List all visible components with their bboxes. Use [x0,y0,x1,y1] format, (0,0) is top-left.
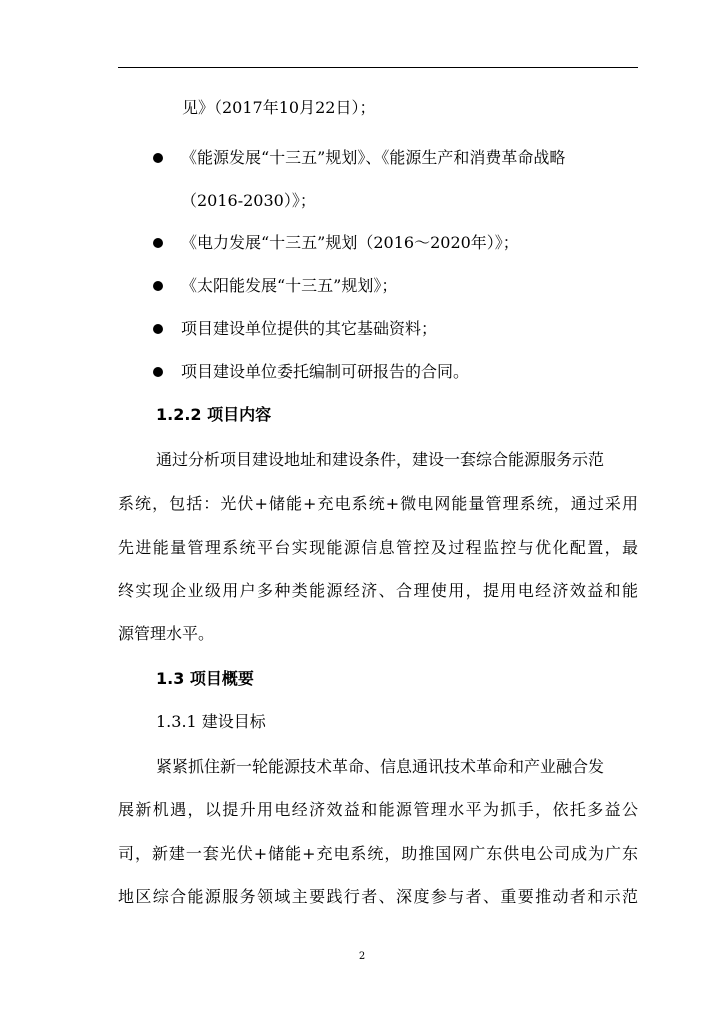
subsection-heading: 1.3.1 建设目标 [156,712,266,731]
list-item: 《能源发展“十三五”规划》、《能源生产和消费革命战略 [181,148,566,167]
paragraph-line: 地区综合能源服务领域主要践行者、深度参与者、重要推动者和示范 [118,887,638,906]
bullet-icon [153,238,163,248]
paragraph-line: 终实现企业级用户多种类能源经济、合理使用，提用电经济效益和能 [118,581,638,600]
header-rule [118,67,638,68]
list-item: 《电力发展“十三五”规划（2016～2020年）》； [181,233,519,252]
text-line: 见》（2017年10月22日）； [182,98,376,117]
section-heading: 1.2.2 项目内容 [156,405,272,424]
section-heading: 1.3 项目概要 [156,669,254,688]
paragraph-line: 先进能量管理系统平台实现能源信息管控及过程监控与优化配置，最 [118,538,638,557]
paragraph-line: 司，新建一套光伏+储能+充电系统，助推国网广东供电公司成为广东 [118,844,638,863]
list-item-continuation: （2016-2030）》； [181,191,316,210]
bullet-icon [153,281,163,291]
paragraph-line: 源管理水平。 [118,624,215,643]
list-item: 《太阳能发展“十三五”规划》； [181,276,398,295]
bullet-icon [153,367,163,377]
list-item: 项目建设单位提供的其它基础资料； [181,319,438,338]
paragraph-line: 展新机遇，以提升用电经济效益和能源管理水平为抓手，依托多益公 [118,800,638,819]
paragraph-line: 通过分析项目建设地址和建设条件，建设一套综合能源服务示范 [156,450,605,469]
list-item: 项目建设单位委托编制可研报告的合同。 [181,362,470,381]
page-number: 2 [358,951,366,962]
bullet-icon [153,324,163,334]
paragraph-line: 紧紧抓住新一轮能源技术革命、信息通讯技术革命和产业融合发 [156,757,605,776]
paragraph-line: 系统，包括：光伏+储能+充电系统+微电网能量管理系统，通过采用 [118,494,638,513]
bullet-icon [153,153,163,163]
